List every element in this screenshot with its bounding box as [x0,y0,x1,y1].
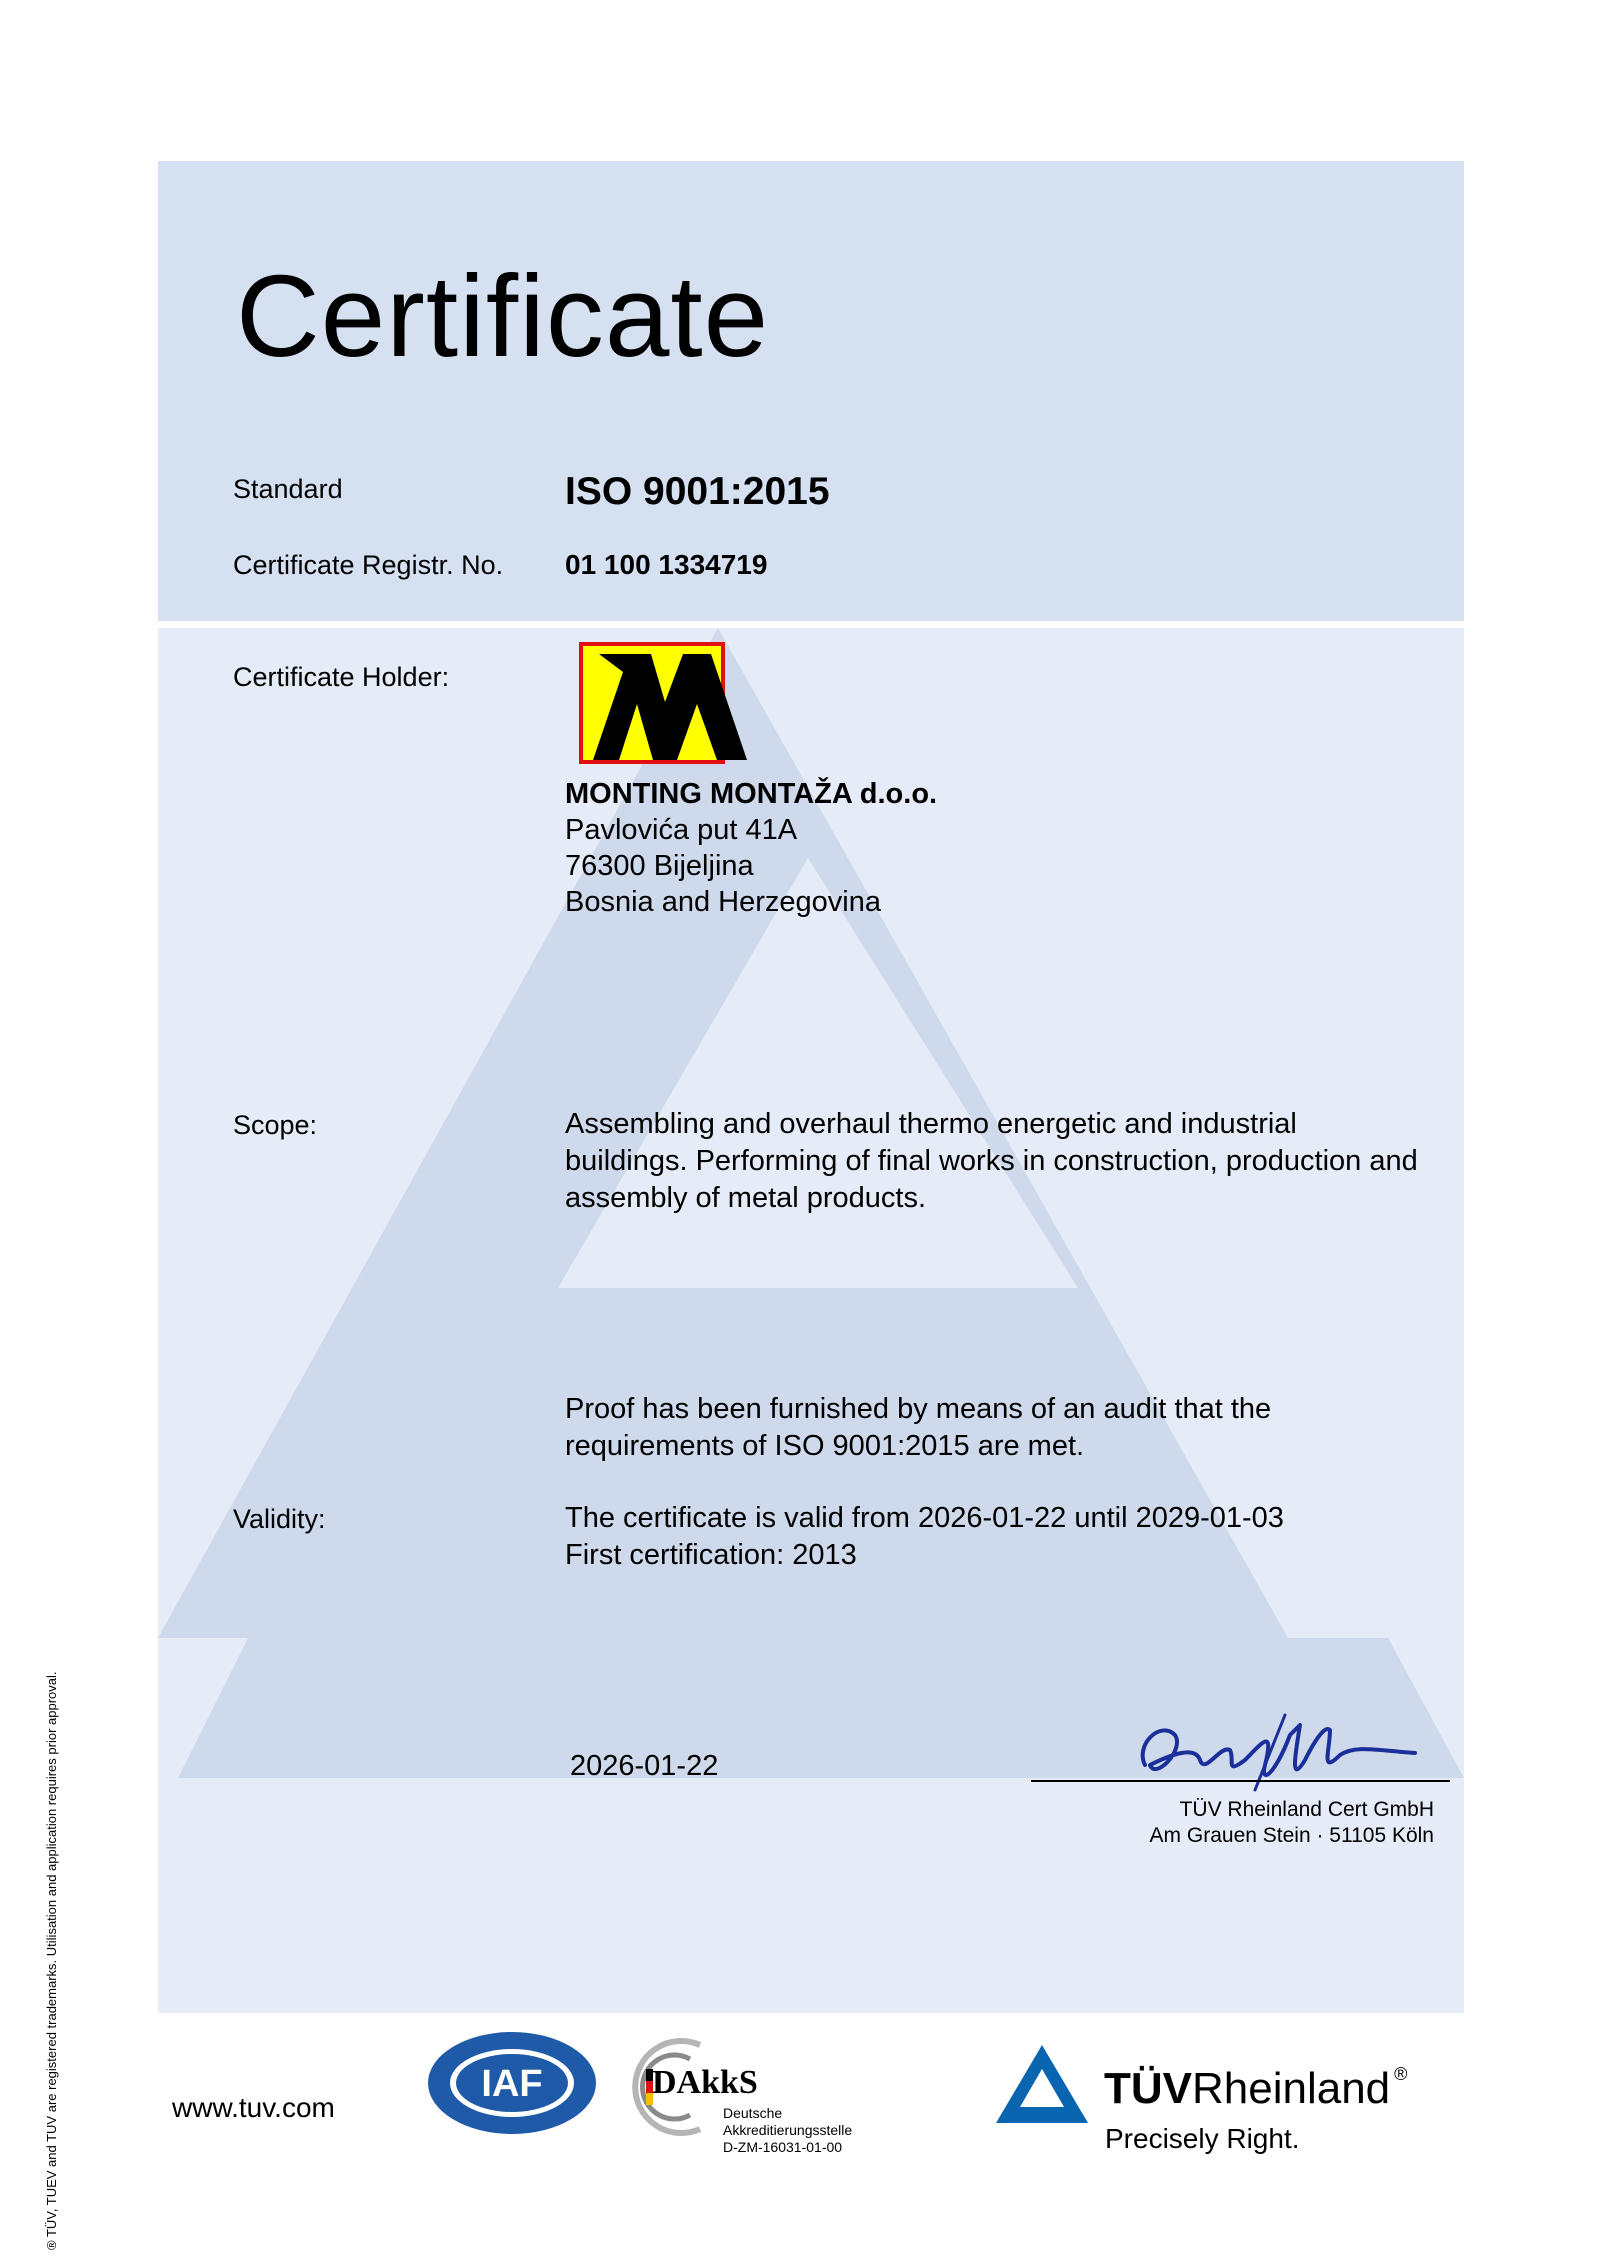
iaf-logo [426,2030,598,2136]
proof-line: requirements of ISO 9001:2015 are met. [565,1430,1085,1462]
tuv-triangle-icon [996,2045,1088,2123]
tuv-brand-rest: Rheinland [1192,2064,1391,2113]
tuv-brand [1104,2064,1407,2114]
holder-label: Certificate Holder: [233,662,450,692]
standard-value: ISO 9001:2015 [565,470,830,513]
dakks-line: Akkreditierungsstelle [723,2122,853,2138]
registration-number: 01 100 1334719 [565,549,768,580]
holder-name: MONTING MONTAŽA d.o.o. [565,778,938,810]
registration-label: Certificate Registr. No. [233,550,504,580]
issuer-address: Am Grauen Stein · 51105 Köln [1149,1824,1434,1847]
website-link[interactable]: www.tuv.com [172,2092,335,2123]
proof-line: Proof has been furnished by means of an audit that the [565,1393,1272,1425]
scope-line: buildings. Performing of final works in construction, production and [565,1145,1418,1177]
holder-address-line2: 76300 Bijeljina [565,850,754,882]
trademark-note: ® TÜV, TUEV and TUV are registered trademarks. Utilisation and application requires prior approval. [44,1671,59,2250]
issuer-name: TÜV Rheinland Cert GmbH [1179,1798,1434,1821]
registered-mark: ® [1394,2064,1408,2084]
issue-date: 2026-01-22 [570,1750,719,1782]
standard-label: Standard [233,474,343,504]
scope-line: assembly of metal products. [565,1182,927,1214]
certificate-title: Certificate [236,251,770,381]
dakks-line: Deutsche [723,2105,783,2121]
holder-address-line1: Pavlovića put 41A [565,814,798,846]
tuv-brand-bold: TÜV [1104,2064,1192,2113]
iaf-logo-text: IAF [481,2063,543,2105]
tuv-slogan: Precisely Right. [1105,2123,1300,2154]
holder-country: Bosnia and Herzegovina [565,886,881,918]
validity-period: The certificate is valid from 2026-01-22 until 2029-01-03 [565,1502,1284,1534]
validity-label: Validity: [233,1504,326,1534]
signature [1125,1705,1425,1800]
company-logo [579,642,749,767]
dakks-name: DAkkS [652,2064,758,2101]
first-certification: First certification: 2013 [565,1539,857,1571]
dakks-accreditation-number: D-ZM-16031-01-00 [723,2139,843,2155]
scope-line: Assembling and overhaul thermo energetic and industrial [565,1108,1297,1140]
scope-label: Scope: [233,1110,318,1140]
signature-line [1031,1780,1450,1782]
